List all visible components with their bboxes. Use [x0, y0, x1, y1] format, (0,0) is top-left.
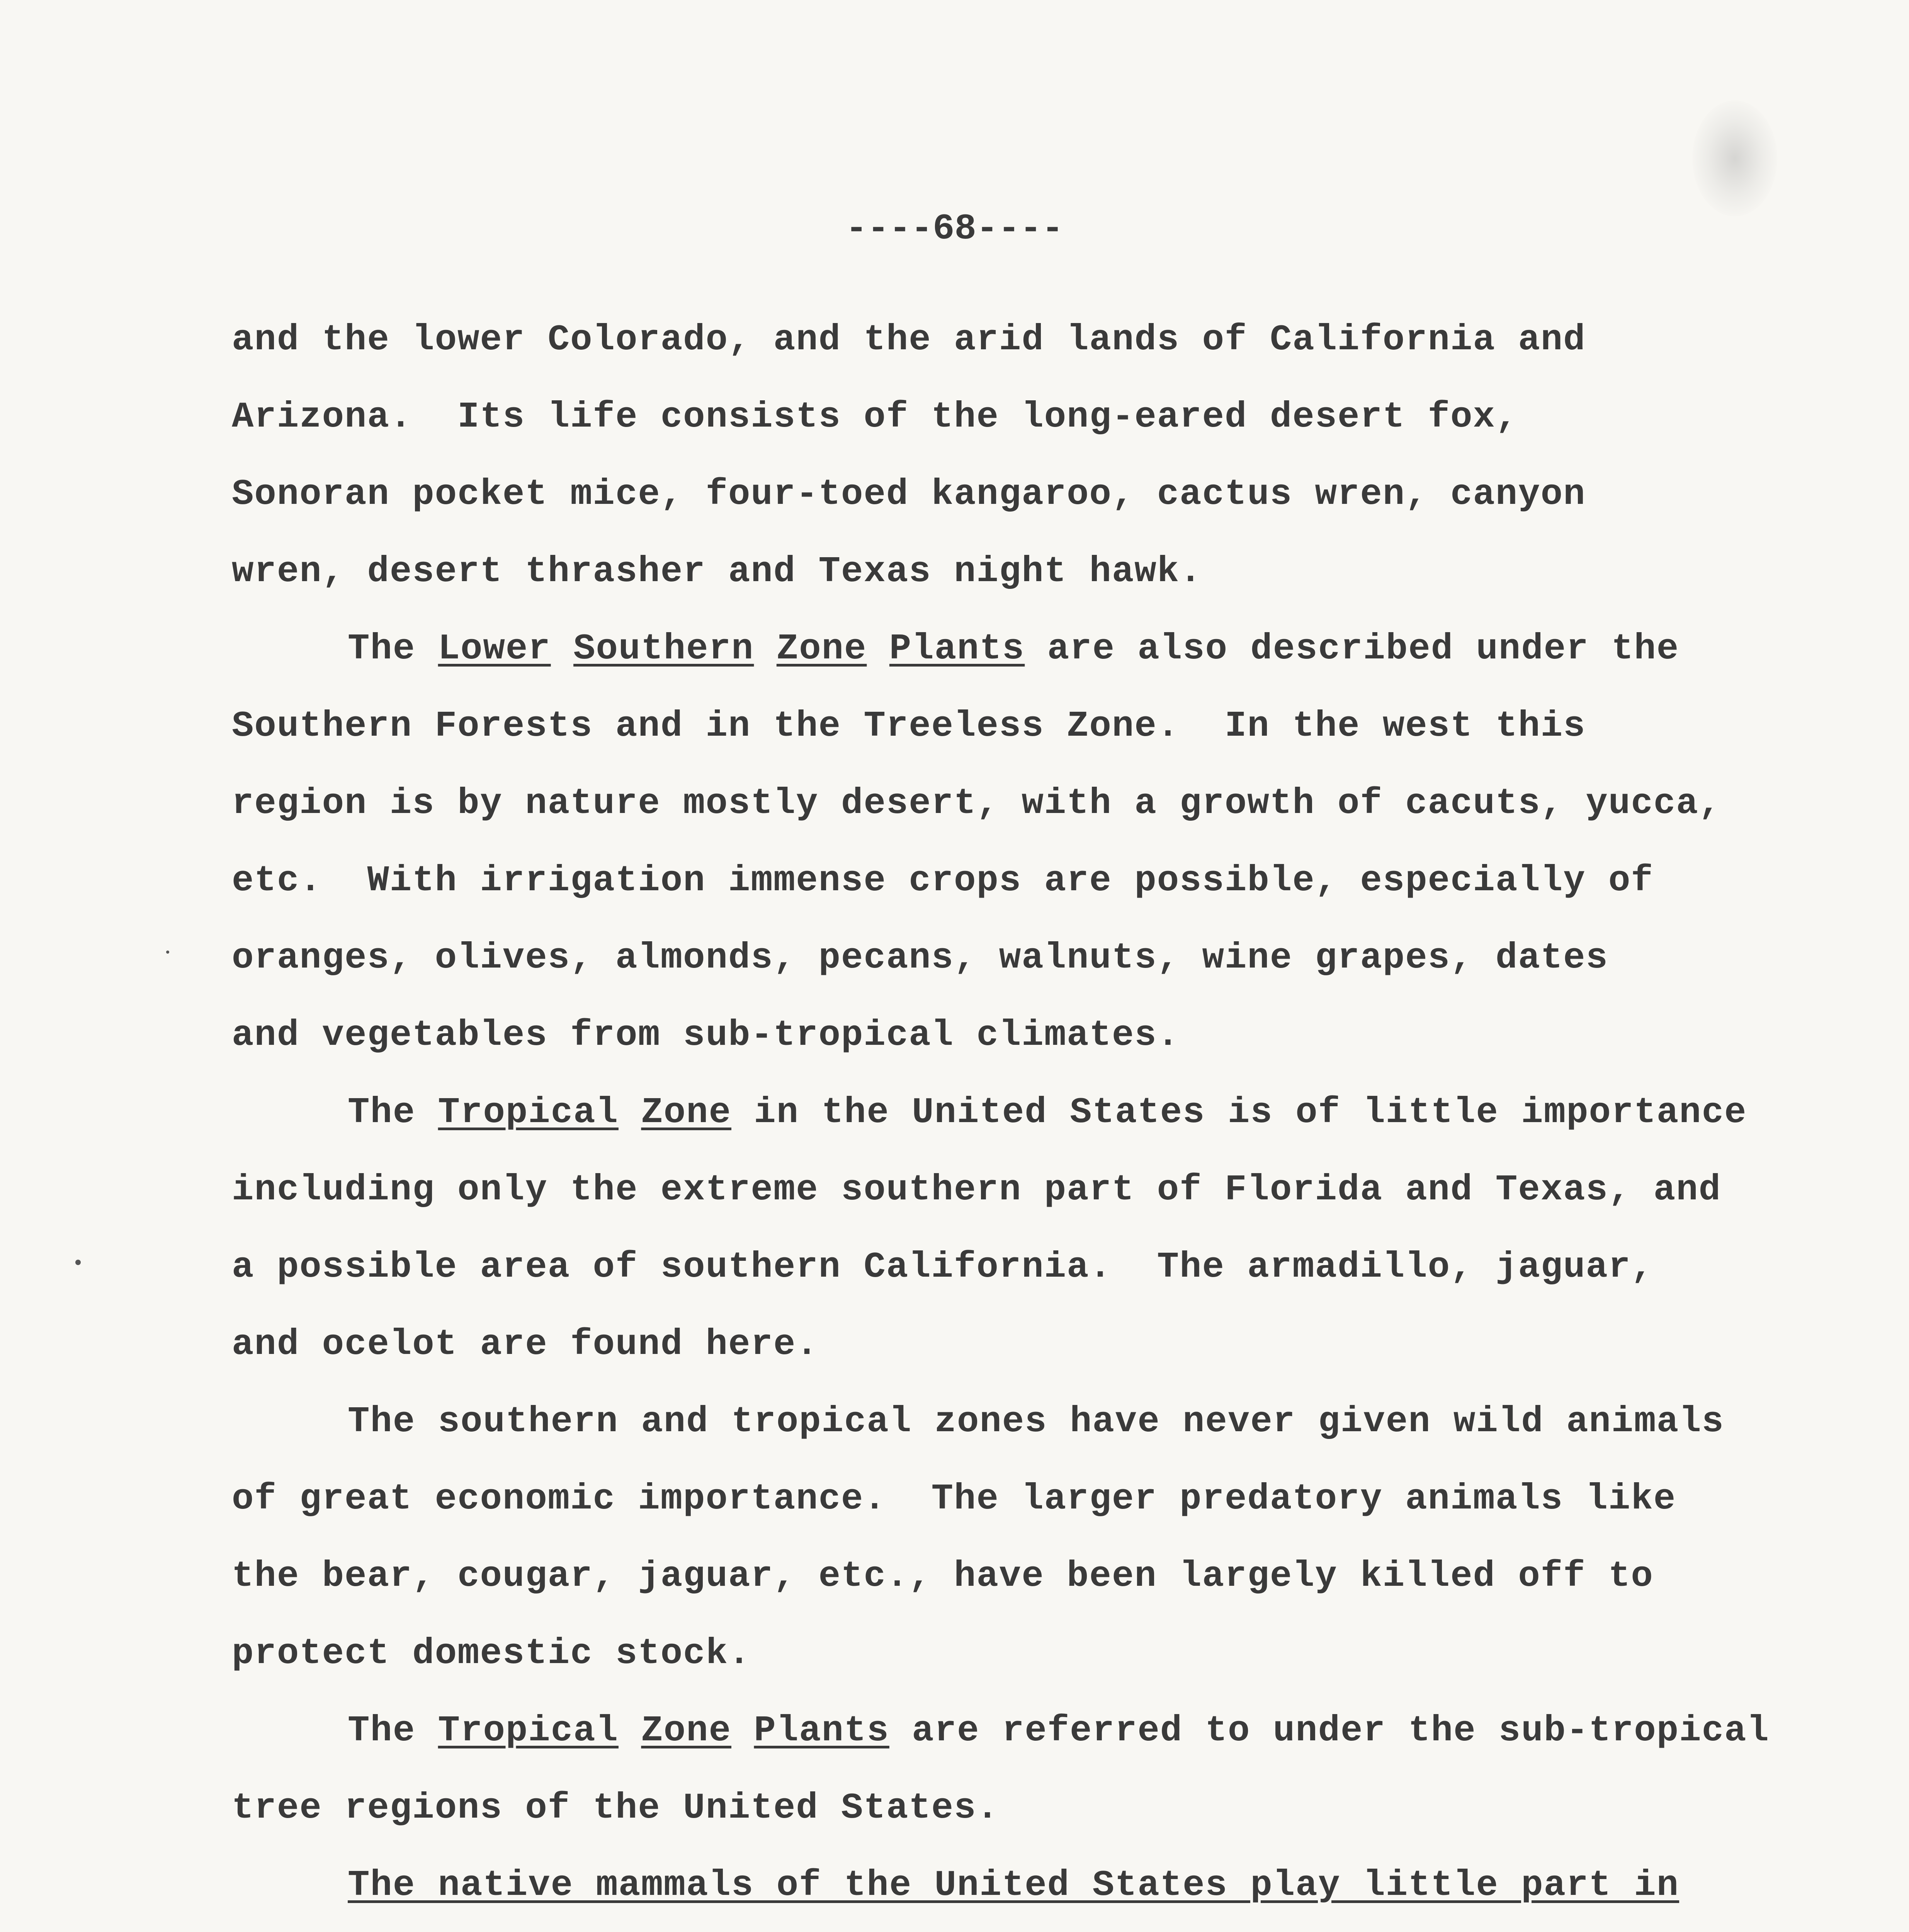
paragraph-first-line [232, 611, 1855, 688]
text-line: protect domestic stock. [232, 1633, 751, 1674]
text-span: in the United States is of little importance [731, 1092, 1747, 1133]
underlined-term: Zone [776, 629, 867, 670]
text-line: of great economic importance. The larger predatory animals like [232, 1479, 1676, 1520]
text-line: tree regions of the United States. [232, 1788, 999, 1829]
text-line: Southern Forests and in the Treeless Zone. In the west this [232, 706, 1586, 747]
paragraph-first-line [232, 1074, 1855, 1151]
text-span: are referred to under the sub-tropical [889, 1711, 1770, 1752]
text-line: Sonoran pocket mice, four-toed kangaroo, cactus wren, canyon [232, 474, 1586, 515]
underlined-term: Zone [641, 1711, 731, 1752]
paragraph-first-line [232, 1692, 1855, 1770]
body-text [232, 301, 1855, 1932]
smudge-mark [1692, 100, 1777, 216]
underlined-term: Tropical [438, 1711, 619, 1752]
text-line: a possible area of southern California. The armadillo, jaguar, [232, 1247, 1654, 1288]
underlined-sentence: The native mammals of the United States play little part in [348, 1865, 1680, 1906]
underlined-term: Lower [438, 629, 551, 670]
text-span: The [348, 1711, 438, 1752]
speck-mark [166, 951, 169, 954]
underlined-term: Plants [889, 629, 1025, 670]
text-span: The [348, 629, 438, 670]
text-line: and the lower Colorado, and the arid lands of California and [232, 320, 1586, 361]
underlined-term: Tropical [438, 1092, 619, 1133]
speck-mark [75, 1260, 81, 1265]
text-line: region is by nature mostly desert, with a growth of cacuts, yucca, [232, 783, 1722, 824]
text-line: and ocelot are found here. [232, 1324, 819, 1365]
text-span: The [348, 1092, 438, 1133]
text-line: etc. With irrigation immense crops are possible, especially of [232, 861, 1654, 901]
text-line [232, 1924, 1855, 1932]
text-span: are also described under the [1025, 629, 1680, 670]
paragraph-first-line [232, 1847, 1855, 1924]
page-number: ----68---- [845, 209, 1064, 250]
text-line: oranges, olives, almonds, pecans, walnuts, wine grapes, dates [232, 938, 1608, 979]
underlined-term: Zone [641, 1092, 731, 1133]
text-line: the bear, cougar, jaguar, etc., have been largely killed off to [232, 1556, 1654, 1597]
text-line: wren, desert thrasher and Texas night hawk. [232, 551, 1202, 592]
text-line: Arizona. Its life consists of the long-eared desert fox, [232, 397, 1518, 438]
text-line: and vegetables from sub-tropical climates. [232, 1015, 1180, 1056]
paragraph-first-line: The southern and tropical zones have never given wild animals [348, 1401, 1724, 1442]
underlined-term: Plants [754, 1711, 889, 1752]
text-line: including only the extreme southern part of Florida and Texas, and [232, 1170, 1722, 1211]
underlined-term: Southern [573, 629, 754, 670]
